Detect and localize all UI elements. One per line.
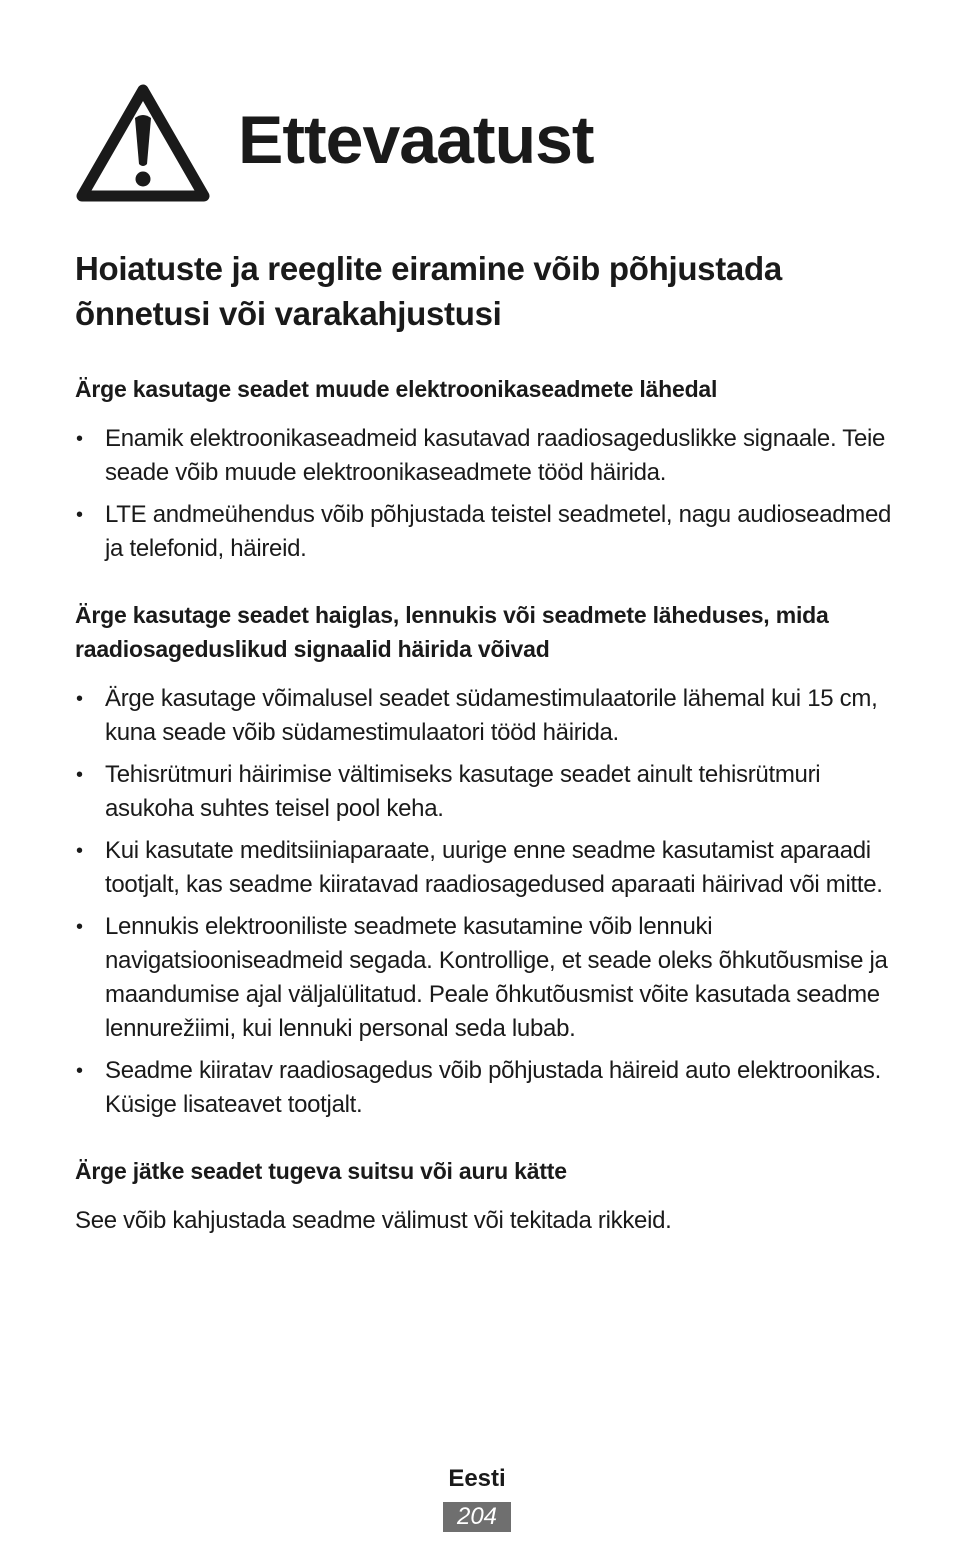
list-item-text: Seadme kiiratav raadiosagedus võib põhjustada häireid auto elektroonikas. Küsige lisateavet tootjalt. (105, 1057, 881, 1118)
section-heading: Hoiatuste ja reeglite eiramine võib põhjustada õnnetusi või varakahjustusi (75, 250, 782, 332)
language-label: Eesti (448, 1465, 506, 1492)
subsection-heading: Ärge kasutage seadet haiglas, lennukis või seadmete läheduses, mida raadiosageduslikud signaalid häirida võivad (75, 602, 829, 662)
list-item (75, 498, 895, 566)
bullet-icon: • (76, 916, 83, 938)
bullet-list (75, 422, 895, 566)
subsection-electronics (75, 372, 895, 566)
subsection-smoke (75, 1154, 895, 1238)
list-item (75, 1054, 895, 1122)
paragraph: See võib kahjustada seadme välimust või tekitada rikkeid. (75, 1207, 672, 1234)
subsection-heading: Ärge jätke seadet tugeva suitsu või auru kätte (75, 1158, 567, 1184)
page-header (74, 80, 594, 204)
list-item (75, 834, 895, 902)
subsection-heading: Ärge kasutage seadet muude elektroonikaseadmete lähedal (75, 376, 718, 402)
page-footer (0, 1462, 954, 1532)
page-title: Ettevaatust (238, 102, 594, 178)
list-item-text: LTE andmeühendus võib põhjustada teistel seadmetel, nagu audioseadmed ja telefonid, häireid. (105, 501, 892, 562)
bullet-icon: • (76, 428, 83, 450)
list-item-text: Lennukis elektrooniliste seadmete kasutamine võib lennuki navigatsiooniseadmeid segada. Kontrollige, et seade oleks õhkutõusmise ja maandumise ajal väljalülitatud. Peale õhkutõusmist võite kasutada seadme lennurežiimi, kui lennuki personal seda lubab. (105, 913, 888, 1042)
page-number: 204 (443, 1502, 511, 1532)
warning-triangle-icon (74, 80, 212, 204)
bullet-icon: • (76, 1060, 83, 1082)
bullet-icon: • (76, 840, 83, 862)
list-item-text: Tehisrütmuri häirimise vältimiseks kasutage seadet ainult tehisrütmuri asukoha suhtes teisel pool keha. (105, 761, 821, 822)
list-item-text: Kui kasutate meditsiiniaparaate, uurige enne seadme kasutamist aparaadi tootjalt, kas seadme kiiratavad raadiosagedused aparaati häirivad või mitte. (105, 837, 883, 898)
main-content (75, 246, 895, 1238)
bullet-icon: • (76, 688, 83, 710)
list-item-text: Enamik elektroonikaseadmeid kasutavad raadiosageduslikke signaale. Teie seade võib muude elektroonikaseadmete tööd häirida. (105, 425, 886, 486)
bullet-icon: • (76, 504, 83, 526)
list-item (75, 682, 895, 750)
list-item (75, 422, 895, 490)
subsection-hospital-aircraft (75, 598, 895, 1122)
list-item (75, 910, 895, 1046)
bullet-list (75, 682, 895, 1122)
list-item (75, 758, 895, 826)
bullet-icon: • (76, 764, 83, 786)
list-item-text: Ärge kasutage võimalusel seadet südamestimulaatorile lähemal kui 15 cm, kuna seade võib südamestimulaatori tööd häirida. (105, 685, 878, 746)
